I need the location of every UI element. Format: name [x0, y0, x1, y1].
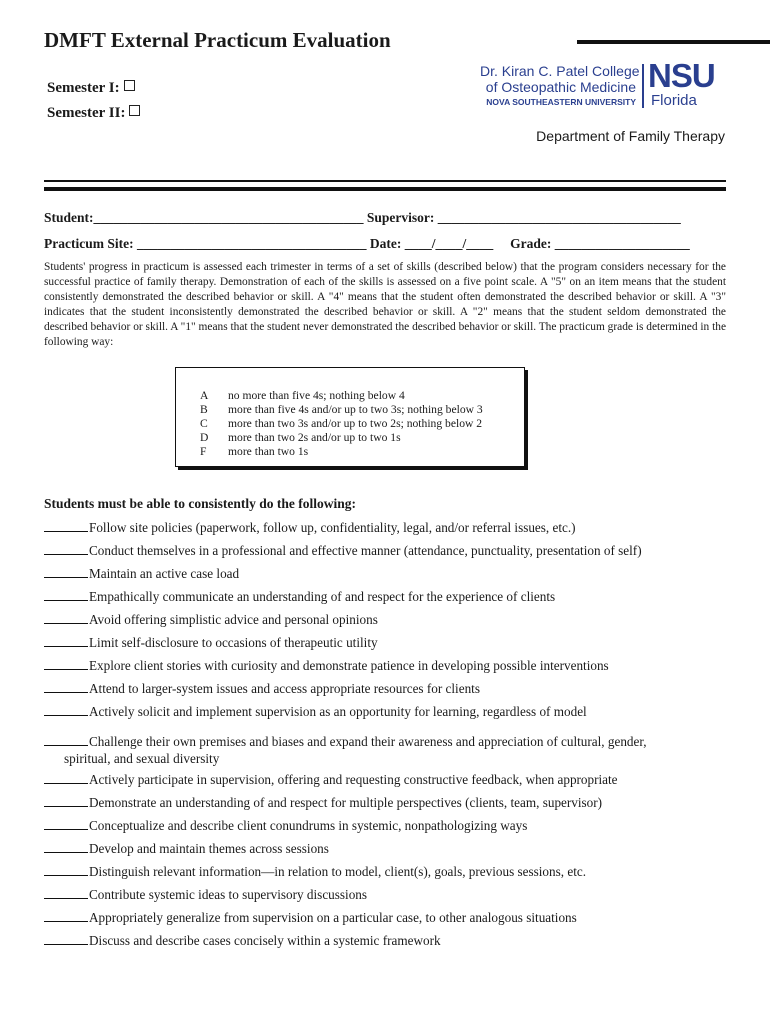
grade-rule-row: [200, 403, 483, 417]
rating-blank[interactable]: [44, 795, 88, 807]
college-logo-text: [480, 63, 640, 108]
rating-blank[interactable]: [44, 589, 88, 601]
student-label: Student:: [44, 210, 94, 225]
skill-item: [44, 588, 734, 605]
rating-blank[interactable]: [44, 566, 88, 578]
skill-text: Limit self-disclosure to occasions of therapeutic utility: [89, 635, 378, 650]
skill-item: [44, 542, 734, 559]
logo-florida: Florida: [651, 92, 697, 109]
rating-blank[interactable]: [44, 818, 88, 830]
grade-letter: D: [200, 431, 209, 444]
skill-item: [44, 611, 734, 628]
grade-rule: no more than five 4s; nothing below 4: [228, 389, 405, 402]
skill-text: Demonstrate an understanding of and respect for multiple perspectives (clients, team, supervisor): [89, 795, 603, 810]
rating-blank[interactable]: [44, 612, 88, 624]
grade-rule-row: [200, 417, 482, 431]
semester-1-label: Semester I:: [47, 80, 120, 96]
rating-blank[interactable]: [44, 734, 88, 746]
rating-blank[interactable]: [44, 704, 88, 716]
header-rule-thin: [44, 180, 726, 182]
skill-text: Appropriately generalize from supervision on a particular case, to other analogous situations: [89, 910, 577, 925]
grade-rule: more than two 2s and/or up to two 1s: [228, 431, 401, 444]
nsu-logo-mark: NSU: [648, 57, 715, 94]
skill-text: Empathically communicate an understanding of and respect for the experience of clients: [89, 589, 556, 604]
supervisor-label: Supervisor:: [366, 210, 435, 225]
logo-university: NOVA SOUTHEASTERN UNIVERSITY: [486, 97, 636, 107]
grade-rule: more than two 1s: [228, 445, 309, 458]
top-rule: [577, 40, 770, 44]
date-field[interactable]: ____/____/____: [404, 236, 494, 251]
practicum-site-field[interactable]: __________________________________: [136, 236, 367, 251]
date-label: Date:: [369, 236, 402, 251]
semester-2-checkbox[interactable]: [129, 105, 140, 116]
rating-blank[interactable]: [44, 520, 88, 532]
skill-item: [44, 519, 734, 536]
logo-divider: [642, 64, 644, 108]
skill-text: Avoid offering simplistic advice and personal opinions: [89, 612, 378, 627]
skill-text: Conceptualize and describe client conundrums in systemic, nonpathologizing ways: [89, 818, 528, 833]
skill-item: [44, 909, 734, 926]
skill-item: [44, 733, 734, 767]
header-rule-thick: [44, 187, 726, 191]
skill-item: [44, 657, 734, 674]
grade-rule-row: [200, 389, 405, 403]
grade-rule-row: [200, 431, 401, 445]
skill-item: [44, 794, 734, 811]
rating-blank[interactable]: [44, 933, 88, 945]
intro-paragraph: Students' progress in practicum is assessed each trimester in terms of a set of skills (described below) that the program considers necessary for the successful practice of family therapy. Demonstration of each of the skills is assessed on a five point scale. A "5" on an item means that the student consistently demonstrated the described behavior or skill. A "4" means that the student often demonstrated the described behavior or skill. A "3" indicates that the student inconsistently demonstrated the described behavior or skill. A "2" means that the student seldom demonstrated the described behavior or skill. A "1" means that the student never demonstrated the described behavior or skill. The practicum grade is determined in the following way:: [44, 261, 726, 349]
grade-rule: more than five 4s and/or up to two 3s; nothing below 3: [228, 403, 483, 416]
skill-item: [44, 886, 734, 903]
skill-item: [44, 863, 734, 880]
rating-blank[interactable]: [44, 658, 88, 670]
rating-blank[interactable]: [44, 681, 88, 693]
skill-item: [44, 771, 734, 788]
document-title: DMFT External Practicum Evaluation: [44, 28, 391, 52]
rating-blank[interactable]: [44, 910, 88, 922]
skill-text: Contribute systemic ideas to supervisory discussions: [89, 887, 368, 902]
skill-item: [44, 932, 734, 949]
grade-rule: more than two 3s and/or up to two 2s; nothing below 2: [228, 417, 483, 430]
skill-text: Follow site policies (paperwork, follow up, confidentiality, legal, and/or referral issues, etc.): [89, 520, 576, 535]
rating-blank[interactable]: [44, 864, 88, 876]
rating-blank[interactable]: [44, 841, 88, 853]
skill-text: Conduct themselves in a professional and effective manner (attendance, punctuality, presentation of self): [89, 543, 642, 558]
logo-college-line2: of Osteopathic Medicine: [485, 79, 636, 95]
skill-item: [44, 840, 734, 857]
grade-letter: A: [200, 389, 209, 402]
department-name: Department of Family Therapy: [536, 128, 725, 144]
semester-1-checkbox[interactable]: [124, 80, 135, 91]
skill-item: [44, 680, 734, 697]
semester-1-row: [47, 80, 135, 97]
rating-blank[interactable]: [44, 635, 88, 647]
grade-letter: C: [200, 417, 208, 430]
skill-item: [44, 703, 734, 720]
skill-text: Maintain an active case load: [89, 566, 240, 581]
rating-blank[interactable]: [44, 772, 88, 784]
skill-text: Actively solicit and implement supervision as an opportunity for learning, regardless of model: [89, 704, 587, 719]
student-supervisor-row: [44, 210, 681, 226]
grade-rule-row: [200, 445, 308, 459]
grading-scale-box: [175, 367, 525, 467]
skill-text: Challenge their own premises and biases and expand their awareness and appreciation of cultural, gender,: [89, 734, 647, 749]
skill-text: Attend to larger-system issues and access appropriate resources for clients: [89, 681, 480, 696]
student-field[interactable]: ________________________________________: [93, 210, 364, 225]
semester-2-row: [47, 105, 140, 122]
skill-text: Explore client stories with curiosity and demonstrate patience in developing possible interventions: [89, 658, 609, 673]
logo-college-line1: Dr. Kiran C. Patel College: [480, 63, 640, 79]
skill-item: [44, 817, 734, 834]
skill-text-continuation: spiritual, and sexual diversity: [64, 751, 220, 766]
grade-label: Grade:: [510, 236, 552, 251]
skill-item: [44, 565, 734, 582]
rating-blank[interactable]: [44, 887, 88, 899]
skill-item: [44, 634, 734, 651]
skill-text: Develop and maintain themes across sessions: [89, 841, 329, 856]
site-date-grade-row: [44, 236, 690, 252]
grade-letter: F: [200, 445, 207, 458]
skill-text: Distinguish relevant information—in relation to model, client(s), goals, previous sessions, etc.: [89, 864, 587, 879]
practicum-site-label: Practicum Site:: [44, 236, 134, 251]
grade-letter: B: [200, 403, 208, 416]
supervisor-field[interactable]: ____________________________________: [437, 210, 681, 225]
grade-field[interactable]: ____________________: [554, 236, 690, 251]
rating-blank[interactable]: [44, 543, 88, 555]
skill-text: Actively participate in supervision, offering and requesting constructive feedback, when appropriate: [89, 772, 618, 787]
semester-2-label: Semester II:: [47, 105, 126, 121]
skills-heading: Students must be able to consistently do the following:: [44, 496, 357, 511]
skill-text: Discuss and describe cases concisely within a systemic framework: [89, 933, 441, 948]
